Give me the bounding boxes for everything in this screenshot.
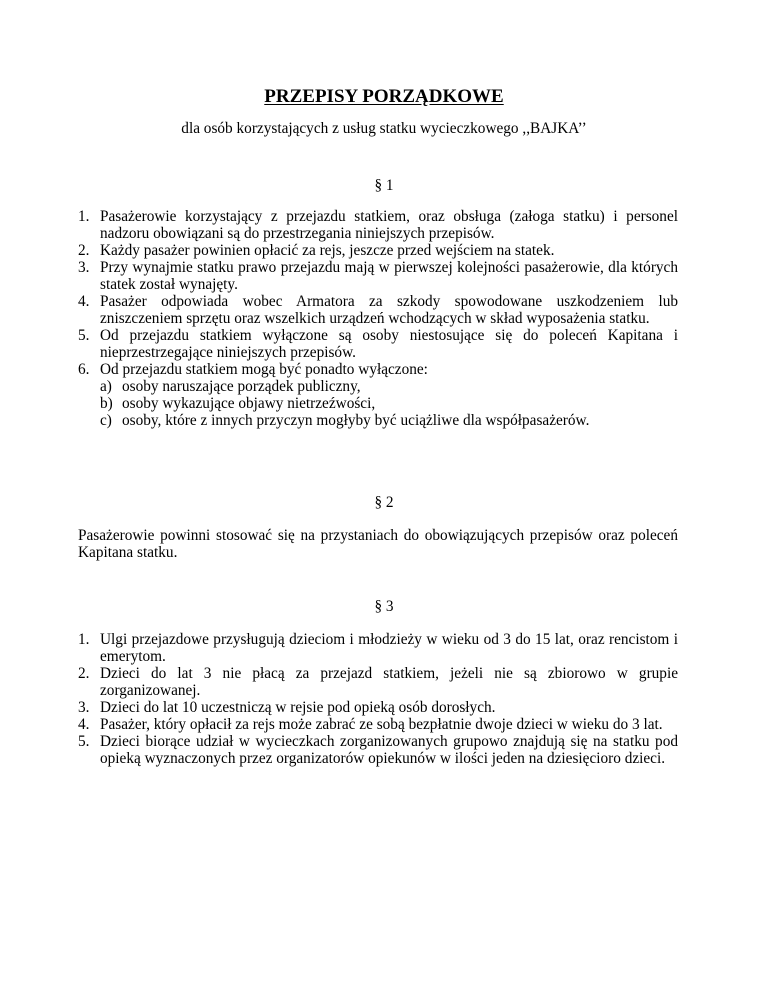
item-text: Każdy pasażer powinien opłacić za rejs, jeszcze przed wejściem na statek.: [100, 242, 555, 259]
item-number: 2.: [78, 665, 90, 682]
item-number: 6.: [78, 361, 90, 378]
sub-item-text: osoby wykazujące objawy nietrzeźwości,: [122, 395, 376, 412]
item-text: Dzieci do lat 10 uczestniczą w rejsie pod opieką osób dorosłych.: [100, 699, 496, 716]
item-text: Dzieci biorące udział w wycieczkach zorganizowanych grupowo znajdują się na statku pod opieką wyznaczonych przez organizatorów opiekunów w ilości jeden na dziesięcioro dzieci.: [100, 733, 678, 767]
section-1-list: [78, 208, 678, 429]
item-text: Pasażer, który opłacił za rejs może zabrać ze sobą bezpłatnie dwoje dzieci w wieku do 3 lat.: [100, 716, 663, 733]
item-number: 1.: [78, 208, 90, 225]
item-number: 1.: [78, 631, 90, 648]
list-item: [78, 361, 678, 429]
sub-item-text: osoby naruszające porządek publiczny,: [122, 378, 361, 395]
section-1-mark: § 1: [374, 177, 394, 194]
item-text: Pasażerowie korzystający z przejazdu statkiem, oraz obsługa (załoga statku) i personel nadzoru obowiązani są do przestrzegania niniejszych przepisów.: [100, 208, 678, 242]
list-item: [78, 631, 678, 665]
sub-list-item: [100, 378, 678, 395]
item-text: Ulgi przejazdowe przysługują dzieciom i młodzieży w wieku od 3 do 15 lat, oraz rencistom i emerytom.: [100, 631, 678, 665]
item-number: 3.: [78, 259, 90, 276]
list-item: [78, 327, 678, 361]
sub-item-letter: b): [100, 395, 113, 412]
section-3-mark: § 3: [374, 598, 394, 615]
document-subtitle: dla osób korzystających z usług statku wycieczkowego ,,BAJKA’’: [181, 120, 587, 137]
document-title: PRZEPISY PORZĄDKOWE: [264, 86, 504, 107]
list-item: [78, 699, 678, 716]
list-item: [78, 208, 678, 242]
section-2-mark: § 2: [374, 494, 394, 511]
list-item: [78, 259, 678, 293]
item-text: Przy wynajmie statku prawo przejazdu mają w pierwszej kolejności pasażerowie, dla których statek został wynajęty.: [100, 259, 678, 293]
list-item: [78, 716, 678, 733]
sub-item-letter: a): [100, 378, 112, 395]
item-number: 2.: [78, 242, 90, 259]
sub-list-item: [100, 412, 678, 429]
item-text: Od przejazdu statkiem mogą być ponadto wyłączone:: [100, 361, 428, 378]
item-number: 4.: [78, 716, 90, 733]
item-text: Dzieci do lat 3 nie płacą za przejazd statkiem, jeżeli nie są zbiorowo w grupie zorganizowanej.: [100, 665, 678, 699]
list-item: [78, 665, 678, 699]
item-number: 3.: [78, 699, 90, 716]
list-item: [78, 293, 678, 327]
section-2-paragraph: Pasażerowie powinni stosować się na przystaniach do obowiązujących przepisów oraz poleceń Kapitana statku.: [78, 527, 678, 561]
list-item: [78, 242, 678, 259]
item-number: 5.: [78, 733, 90, 750]
sub-item-letter: c): [100, 412, 112, 429]
item-number: 4.: [78, 293, 90, 310]
section-3-list: [78, 631, 678, 767]
item-number: 5.: [78, 327, 90, 344]
sub-list: [100, 378, 678, 429]
sub-item-text: osoby, które z innych przyczyn mogłyby być uciążliwe dla współpasażerów.: [122, 412, 590, 429]
item-text: Pasażer odpowiada wobec Armatora za szkody spowodowane uszkodzeniem lub zniszczeniem sprzętu oraz wszelkich urządzeń wchodzących w skład wyposażenia statku.: [100, 293, 678, 327]
sub-list-item: [100, 395, 678, 412]
list-item: [78, 733, 678, 767]
item-text: Od przejazdu statkiem wyłączone są osoby niestosujące się do poleceń Kapitana i nieprzestrzegające niniejszych przepisów.: [100, 327, 678, 361]
